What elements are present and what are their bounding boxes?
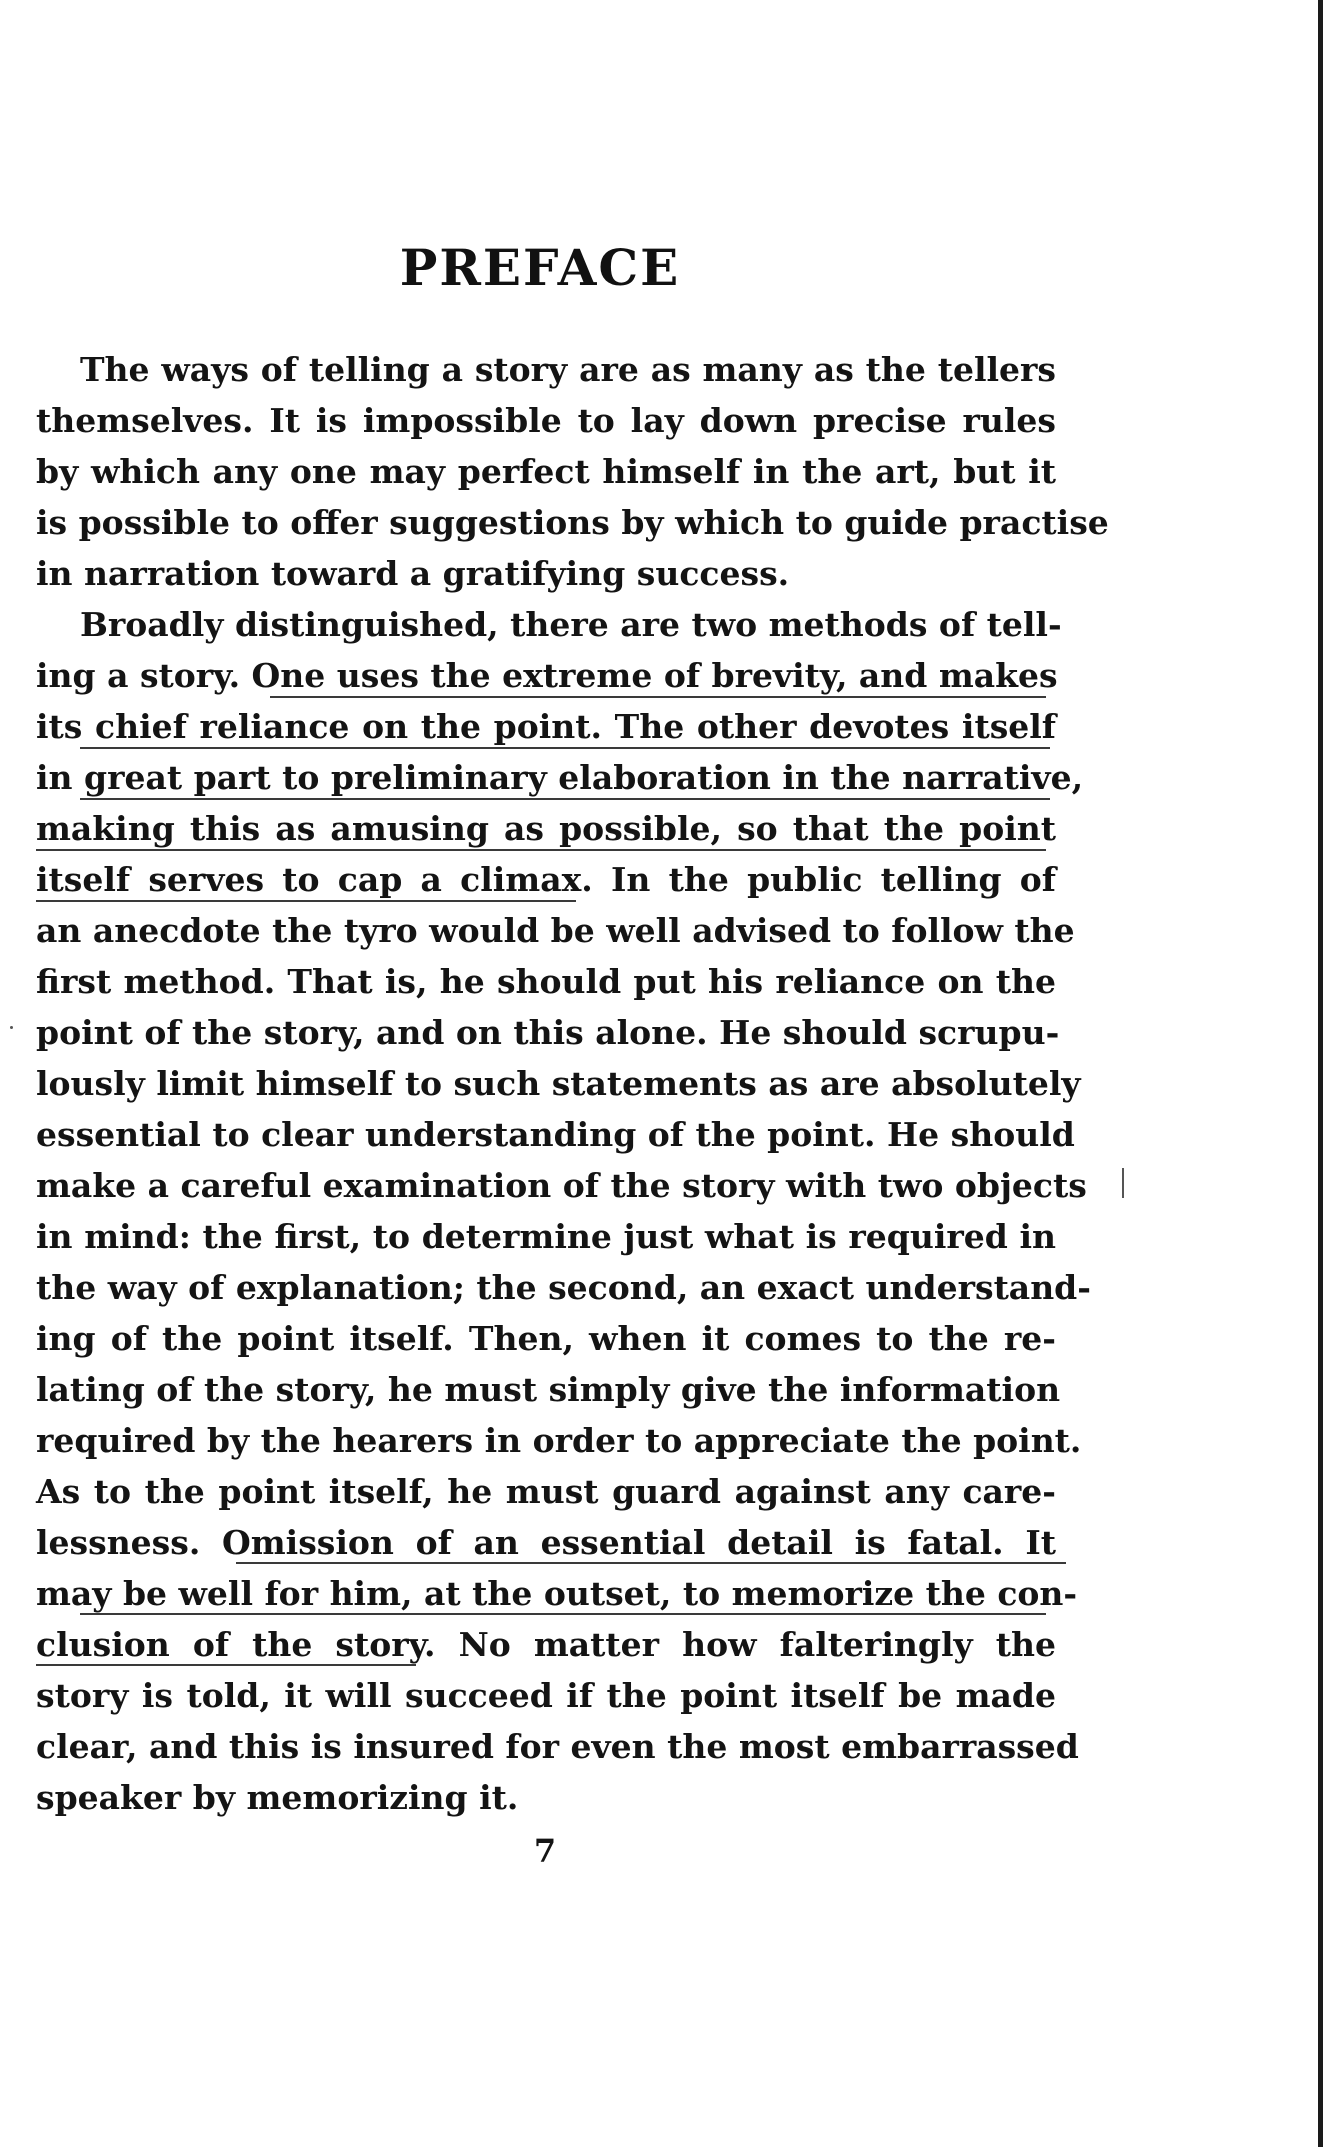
text-line: in narration toward a gratifying success. — [36, 554, 790, 593]
text-line: clear, and this is insured for even the most embarrassed — [36, 1727, 1079, 1766]
text-line: may be well for him, at the outset, to memorize the con- — [36, 1574, 1078, 1613]
text-line: its chief reliance on the point. The other devotes itself — [36, 707, 1056, 746]
pencil-underline — [80, 798, 1050, 800]
text-line: lously limit himself to such statements as are absolutely — [36, 1064, 1081, 1103]
text-line: in great part to preliminary elaboration in the narrative, — [36, 758, 1084, 797]
text-line: lessness. Omission of an essential detail is fatal. It — [36, 1523, 1056, 1562]
text-line: required by the hearers in order to appreciate the point. — [36, 1421, 1082, 1460]
text-line: first method. That is, he should put his reliance on the — [36, 962, 1056, 1001]
text-line: point of the story, and on this alone. He should scrupu- — [36, 1013, 1060, 1052]
pencil-underline — [270, 696, 1046, 698]
pencil-underline — [80, 1613, 1046, 1615]
text-line: in mind: the first, to determine just what is required in — [36, 1217, 1056, 1256]
text-line: is possible to offer suggestions by which to guide practise — [36, 503, 1109, 542]
text-line: by which any one may perfect himself in the art, but it — [36, 452, 1056, 491]
text-line: clusion of the story. No matter how falteringly the — [36, 1625, 1056, 1664]
page-edge-shadow — [1318, 0, 1323, 2147]
pencil-underline — [36, 1664, 416, 1666]
text-line: Broadly distinguished, there are two methods of tell- — [80, 605, 1062, 644]
margin-mark — [1122, 1168, 1124, 1198]
preface-heading: PREFACE — [399, 238, 681, 297]
text-line: themselves. It is impossible to lay down precise rules — [36, 401, 1056, 440]
text-line: The ways of telling a story are as many as the tellers — [80, 350, 1056, 389]
pencil-underline — [80, 747, 1050, 749]
text-line: making this as amusing as possible, so that the point — [36, 809, 1056, 848]
pencil-underline — [36, 900, 576, 902]
page-number: 7 — [533, 1832, 557, 1870]
text-line: an anecdote the tyro would be well advised to follow the — [36, 911, 1075, 950]
text-line: essential to clear understanding of the point. He should — [36, 1115, 1075, 1154]
text-line: ing of the point itself. Then, when it comes to the re- — [36, 1319, 1056, 1358]
preface-body — [36, 344, 1109, 1823]
text-line: story is told, it will succeed if the point itself be made — [36, 1676, 1056, 1715]
pencil-underline — [236, 1562, 1066, 1564]
text-line: the way of explanation; the second, an exact understand- — [36, 1268, 1091, 1307]
text-line: itself serves to cap a climax. In the public telling of — [36, 860, 1056, 899]
margin-mark — [10, 1026, 13, 1029]
pencil-underline — [36, 849, 1046, 851]
text-line: ing a story. One uses the extreme of brevity, and makes — [36, 656, 1058, 695]
text-line: As to the point itself, he must guard against any care- — [36, 1472, 1056, 1511]
text-line: speaker by memorizing it. — [36, 1778, 519, 1817]
text-line: lating of the story, he must simply give the information — [36, 1370, 1061, 1409]
text-line: make a careful examination of the story with two objects — [36, 1166, 1087, 1205]
